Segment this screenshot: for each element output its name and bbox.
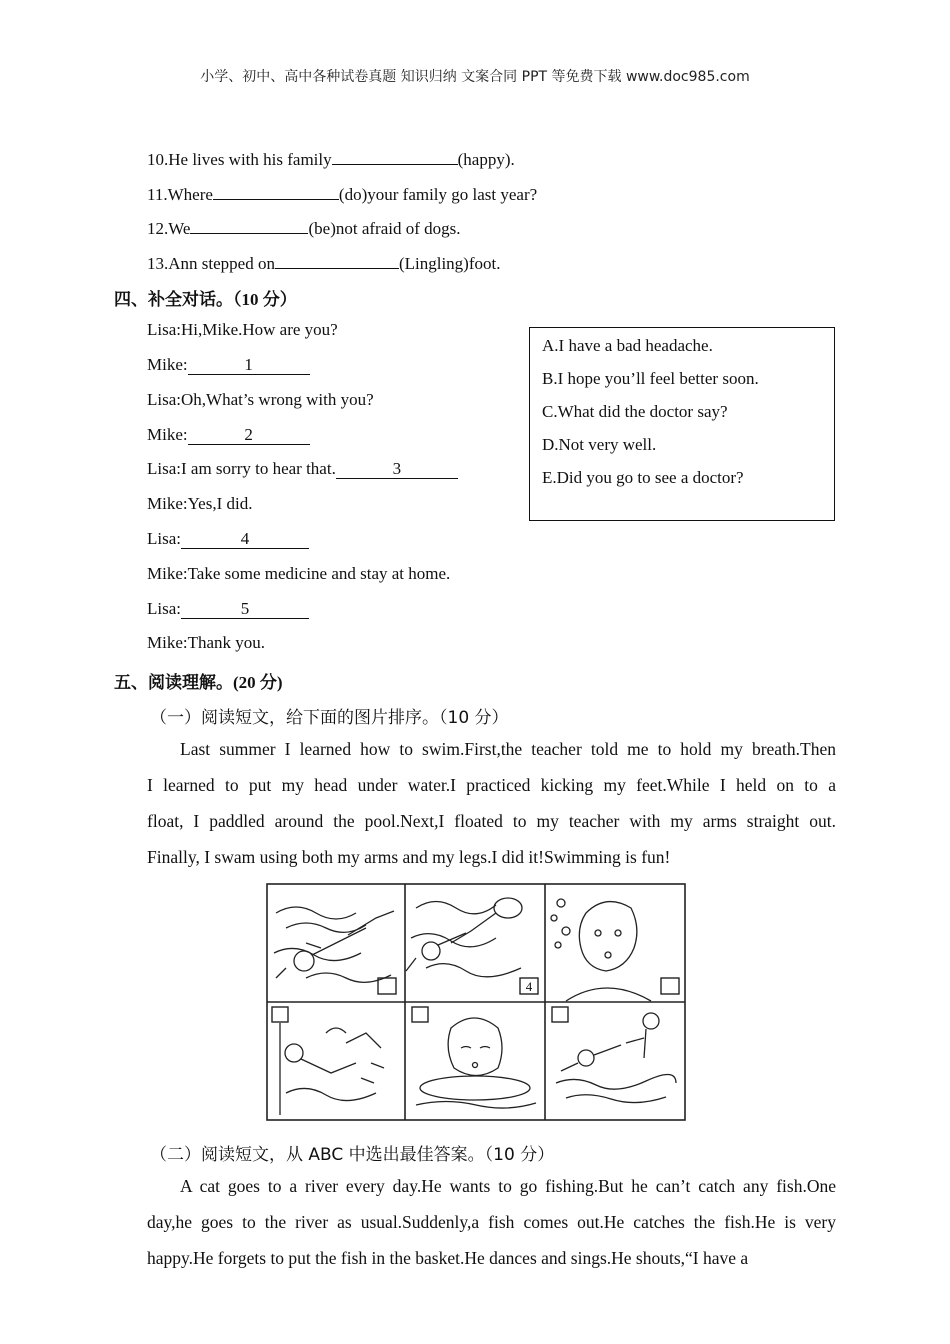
dialog-line-6: Mike:Yes,I did. (147, 494, 253, 513)
speaker: Lisa: (147, 529, 181, 548)
options-box (529, 327, 835, 521)
dialog-line-3: Lisa:Oh,What’s wrong with you? (147, 390, 374, 409)
question-11 (147, 181, 537, 205)
speaker: Mike: (147, 355, 188, 374)
panel-3 (551, 899, 679, 1001)
passage-1-line-4: Finally, I swam using both my arms and my legs.I did it!Swimming is fun! (147, 847, 671, 867)
panel-1 (274, 907, 396, 994)
dialog-blank-5[interactable]: 5 (181, 600, 309, 619)
panel-6 (552, 1007, 676, 1103)
dialog-text: Lisa:I am sorry to hear that. (147, 459, 336, 478)
passage-2-line-2: day,he goes to the river as usual.Suddenly,a fish comes out.He catches the fish.He is very (147, 1212, 836, 1232)
dialog-line-5 (147, 459, 458, 479)
dialog-blank-4[interactable]: 4 (181, 530, 309, 549)
passage-1-line-1: Last summer I learned how to swim.First,the teacher told me to hold my breath.Then (180, 739, 836, 759)
passage-2-line-1: A cat goes to a river every day.He wants to go fishing.But he can’t catch any fish.One (180, 1176, 836, 1196)
speaker: Mike: (147, 425, 188, 444)
dialog-line-9 (147, 599, 309, 619)
answer-blank[interactable] (275, 250, 399, 269)
question-13 (147, 250, 500, 274)
part-2-title: （二）阅读短文，从 ABC 中选出最佳答案。（10 分） (150, 1145, 555, 1165)
dialog-blank-3[interactable]: 3 (336, 460, 458, 479)
panel-4 (272, 1007, 384, 1115)
part-1-title: （一）阅读短文，给下面的图片排序。（10 分） (150, 708, 509, 728)
answer-blank[interactable] (213, 181, 339, 200)
dialog-line-7 (147, 529, 309, 549)
question-hint: (do)your family go last year? (338, 185, 538, 204)
question-text: 12.We (147, 219, 191, 238)
answer-blank[interactable] (190, 215, 308, 234)
question-10 (147, 146, 515, 170)
swimming-picture-grid (266, 883, 686, 1121)
option-e: E.Did you go to see a doctor? (542, 468, 744, 487)
question-hint: (Lingling)foot. (398, 254, 501, 273)
dialog-line-10: Mike:Thank you. (147, 633, 266, 652)
question-12 (147, 215, 461, 239)
dialog-line-2 (147, 355, 310, 375)
question-hint: (be)not afraid of dogs. (308, 219, 461, 238)
question-text: 10.He lives with his family (147, 150, 332, 169)
option-c: C.What did the doctor say? (542, 402, 728, 421)
question-text: 11.Where (147, 185, 213, 204)
section-title: 五、阅读理解。 (114, 673, 233, 693)
section-points: （10 分） (233, 290, 297, 309)
option-d: D.Not very well. (542, 435, 657, 454)
section-5-heading (114, 668, 283, 693)
question-text: 13.Ann stepped on (147, 254, 275, 273)
dialog-line-8: Mike:Take some medicine and stay at home. (147, 564, 451, 583)
panel-2 (406, 898, 538, 994)
passage-1-line-3: float, I paddled around the pool.Next,I floated to my teacher with my arms straight out. (147, 811, 836, 831)
passage-1-line-2: I learned to put my head under water.I practiced kicking my feet.While I held on to a (147, 775, 836, 795)
passage-2-line-3: happy.He forgets to put the fish in the basket.He dances and sings.He shouts,“I have a (147, 1248, 749, 1268)
section-title: 四、补全对话。 (114, 290, 233, 310)
dialog-line-4 (147, 425, 310, 445)
section-4-heading (114, 285, 297, 310)
section-points: (20 分) (233, 673, 283, 692)
speaker: Lisa: (147, 599, 181, 618)
page-header: 小学、初中、高中各种试卷真题 知识归纳 文案合同 PPT 等免费下载 www.doc985.com (200, 69, 750, 85)
given-number-label: 4 (525, 979, 533, 994)
panel-5 (412, 1007, 536, 1108)
question-hint: (happy). (457, 150, 515, 169)
dialog-line-1: Lisa:Hi,Mike.How are you? (147, 320, 338, 339)
option-a: A.I have a bad headache. (542, 336, 713, 355)
answer-blank[interactable] (332, 146, 458, 165)
dialog-blank-1[interactable]: 1 (188, 356, 310, 375)
option-b: B.I hope you’ll feel better soon. (542, 369, 759, 388)
dialog-blank-2[interactable]: 2 (188, 426, 310, 445)
